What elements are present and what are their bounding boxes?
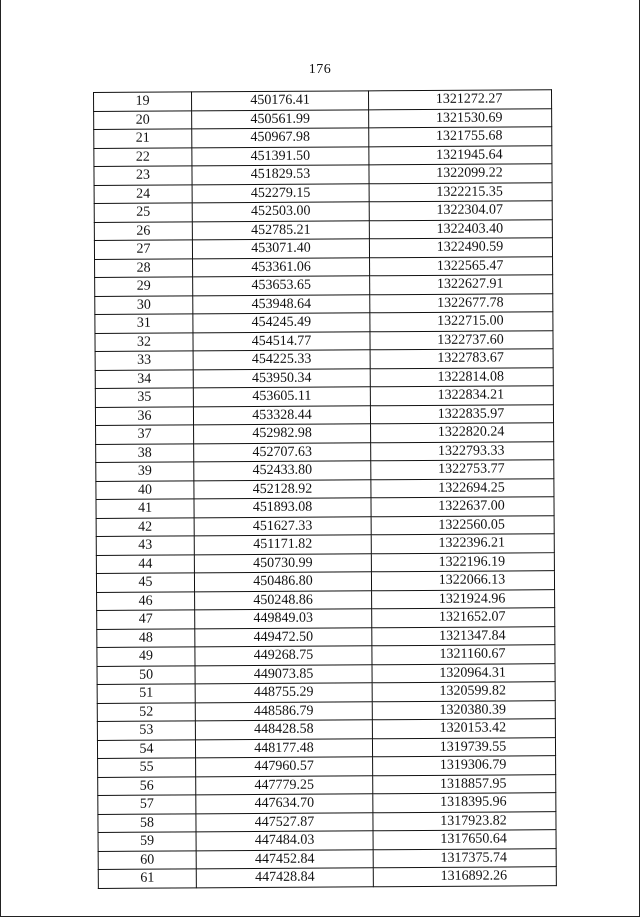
x-coordinate-cell xyxy=(193,368,370,388)
table-row xyxy=(96,460,554,481)
y-coordinate-cell xyxy=(372,608,555,628)
y-coordinate-cell xyxy=(371,552,554,572)
y-coordinate-cell xyxy=(373,830,556,850)
table-row xyxy=(96,571,554,592)
x-coordinate-cell xyxy=(195,683,372,703)
table-row xyxy=(97,608,555,629)
page-number: 176 xyxy=(308,62,332,77)
y-coordinate-value: 1320380.39 xyxy=(439,701,507,718)
x-coordinate-value: 450486.80 xyxy=(253,573,313,590)
x-coordinate-cell xyxy=(195,664,372,684)
x-coordinate-value: 452707.63 xyxy=(252,444,312,460)
x-coordinate-value: 452982.98 xyxy=(252,425,312,442)
y-coordinate-value: 1319306.79 xyxy=(439,757,507,773)
x-coordinate-value: 450176.41 xyxy=(250,92,310,109)
x-coordinate-value: 453948.64 xyxy=(251,296,312,312)
y-coordinate-value: 1322490.59 xyxy=(436,239,504,255)
y-coordinate-cell xyxy=(369,182,552,202)
y-coordinate-cell xyxy=(372,663,555,683)
x-coordinate-cell xyxy=(196,794,373,814)
x-coordinate-cell xyxy=(194,461,371,481)
x-coordinate-cell xyxy=(194,535,371,555)
y-coordinate-value: 1322677.78 xyxy=(436,294,504,311)
x-coordinate-cell xyxy=(194,442,371,462)
point-number-cell: 56 xyxy=(98,776,196,795)
x-coordinate-value: 453653.65 xyxy=(251,277,311,294)
point-number-cell: 31 xyxy=(95,314,193,333)
x-coordinate-value: 453605.11 xyxy=(252,388,312,405)
point-number-cell: 51 xyxy=(97,684,195,703)
y-coordinate-cell xyxy=(371,423,554,443)
x-coordinate-value: 448428.58 xyxy=(254,721,314,738)
x-coordinate-cell xyxy=(194,572,371,592)
y-coordinate-value: 1322814.08 xyxy=(437,368,505,385)
table-row xyxy=(96,423,554,444)
y-coordinate-cell xyxy=(370,367,553,387)
x-coordinate-value: 452503.00 xyxy=(250,203,311,220)
point-number-cell: 21 xyxy=(94,129,192,148)
table-row xyxy=(98,774,556,795)
y-coordinate-cell xyxy=(371,441,554,461)
table-row xyxy=(95,349,553,370)
table-row xyxy=(95,367,553,388)
x-coordinate-value: 454225.33 xyxy=(251,351,312,368)
y-coordinate-cell xyxy=(373,756,556,776)
table-row xyxy=(97,663,555,684)
y-coordinate-cell xyxy=(370,312,553,332)
x-coordinate-value: 453950.34 xyxy=(251,370,312,386)
table-row xyxy=(98,867,556,888)
x-coordinate-value: 447634.70 xyxy=(254,795,315,812)
y-coordinate-value: 1321652.07 xyxy=(438,609,506,625)
y-coordinate-value: 1320153.42 xyxy=(439,720,507,736)
y-coordinate-cell xyxy=(370,256,553,276)
y-coordinate-cell xyxy=(370,275,553,295)
y-coordinate-value: 1321945.64 xyxy=(436,146,503,163)
point-number-cell: 22 xyxy=(94,147,192,166)
y-coordinate-value: 1320964.31 xyxy=(439,664,506,681)
x-coordinate-value: 449849.03 xyxy=(253,610,314,627)
y-coordinate-cell xyxy=(373,774,556,794)
y-coordinate-value: 1322715.00 xyxy=(437,313,504,329)
table-row xyxy=(98,811,556,832)
y-coordinate-cell xyxy=(369,145,552,165)
x-coordinate-value: 451171.82 xyxy=(253,536,313,553)
x-coordinate-value: 454514.77 xyxy=(251,333,312,349)
y-coordinate-value: 1322099.22 xyxy=(436,165,503,181)
y-coordinate-cell xyxy=(368,90,551,110)
y-coordinate-cell xyxy=(373,867,556,887)
y-coordinate-value: 1316892.26 xyxy=(440,868,508,884)
table-row xyxy=(94,127,552,148)
y-coordinate-cell xyxy=(371,478,554,498)
y-coordinate-cell xyxy=(373,793,556,813)
y-coordinate-cell xyxy=(373,848,556,868)
y-coordinate-value: 1321160.67 xyxy=(439,646,506,662)
y-coordinate-value: 1322304.07 xyxy=(436,202,504,218)
table-row xyxy=(97,737,555,758)
point-number-cell: 55 xyxy=(98,758,196,777)
x-coordinate-value: 452128.92 xyxy=(252,481,313,497)
x-coordinate-cell xyxy=(192,91,369,111)
x-coordinate-value: 450248.86 xyxy=(253,592,313,608)
x-coordinate-cell xyxy=(195,701,372,721)
point-number-cell: 27 xyxy=(94,240,192,259)
table-row xyxy=(95,256,553,277)
table-row xyxy=(94,201,552,222)
y-coordinate-cell xyxy=(372,700,555,720)
y-coordinate-value: 1318857.95 xyxy=(439,775,507,792)
point-number-cell: 37 xyxy=(96,425,194,444)
y-coordinate-value: 1317650.64 xyxy=(440,831,507,847)
point-number-cell: 57 xyxy=(98,795,196,814)
y-coordinate-value: 1322835.97 xyxy=(437,405,505,422)
y-coordinate-cell xyxy=(371,497,554,517)
table-row xyxy=(98,830,556,851)
y-coordinate-cell xyxy=(372,626,555,646)
x-coordinate-cell xyxy=(196,757,373,777)
point-number-cell: 52 xyxy=(97,702,195,721)
point-number-cell: 38 xyxy=(96,443,194,462)
x-coordinate-cell xyxy=(192,109,369,129)
y-coordinate-value: 1321755.68 xyxy=(435,128,503,144)
x-coordinate-value: 450561.99 xyxy=(250,111,310,127)
table-row xyxy=(94,164,552,185)
y-coordinate-cell xyxy=(369,108,552,128)
y-coordinate-value: 1322753.77 xyxy=(438,461,505,477)
x-coordinate-cell xyxy=(196,775,373,795)
y-coordinate-value: 1322403.40 xyxy=(436,220,504,237)
x-coordinate-value: 450967.98 xyxy=(250,129,311,146)
y-coordinate-cell xyxy=(372,737,555,757)
table-row xyxy=(96,441,554,462)
table-row xyxy=(94,90,552,111)
table-row xyxy=(94,238,552,259)
x-coordinate-cell xyxy=(194,553,371,573)
point-number-cell: 61 xyxy=(98,869,196,888)
table-row xyxy=(97,700,555,721)
x-coordinate-value: 450730.99 xyxy=(253,555,313,571)
y-coordinate-value: 1318395.96 xyxy=(440,794,507,810)
point-number-cell: 42 xyxy=(96,517,194,536)
x-coordinate-value: 453071.40 xyxy=(251,240,311,257)
table-row xyxy=(95,404,553,425)
point-number-cell: 60 xyxy=(98,850,196,869)
x-coordinate-cell xyxy=(194,424,371,444)
x-coordinate-cell xyxy=(196,812,373,832)
table-row xyxy=(96,534,554,555)
table-row xyxy=(97,626,555,647)
point-number-cell: 53 xyxy=(97,721,195,740)
table-row xyxy=(94,219,552,240)
point-number-cell: 54 xyxy=(97,739,195,758)
y-coordinate-cell xyxy=(372,719,555,739)
y-coordinate-value: 1322793.33 xyxy=(437,442,505,459)
x-coordinate-cell xyxy=(193,313,370,333)
point-number-cell: 29 xyxy=(95,277,193,296)
y-coordinate-value: 1317923.82 xyxy=(440,812,507,829)
point-number-cell: 40 xyxy=(96,480,194,499)
x-coordinate-cell xyxy=(193,405,370,425)
y-coordinate-cell xyxy=(372,645,555,665)
point-number-cell: 33 xyxy=(95,351,193,370)
table-row xyxy=(95,293,553,314)
x-coordinate-cell xyxy=(195,609,372,629)
y-coordinate-cell xyxy=(373,811,556,831)
point-number-cell: 59 xyxy=(98,832,196,851)
table-row xyxy=(95,275,553,296)
table-row xyxy=(97,645,555,666)
y-coordinate-value: 1321347.84 xyxy=(439,627,506,644)
x-coordinate-value: 449472.50 xyxy=(253,629,314,645)
y-coordinate-value: 1321272.27 xyxy=(435,91,503,107)
y-coordinate-value: 1321530.69 xyxy=(435,109,503,126)
x-coordinate-cell xyxy=(194,498,371,518)
y-coordinate-cell xyxy=(369,219,552,239)
x-coordinate-cell xyxy=(193,331,370,351)
point-number-cell: 58 xyxy=(98,813,196,832)
point-number-cell: 20 xyxy=(94,110,192,129)
y-coordinate-value: 1322783.67 xyxy=(437,350,504,366)
coordinates-table xyxy=(93,89,557,888)
point-number-cell: 25 xyxy=(94,203,192,222)
coordinates-table-body xyxy=(94,90,557,888)
x-coordinate-cell xyxy=(192,146,369,166)
y-coordinate-cell xyxy=(370,404,553,424)
y-coordinate-value: 1319739.55 xyxy=(439,738,507,755)
x-coordinate-cell xyxy=(193,350,370,370)
y-coordinate-cell xyxy=(371,534,554,554)
y-coordinate-cell xyxy=(370,386,553,406)
y-coordinate-value: 1322737.60 xyxy=(437,331,504,348)
x-coordinate-value: 448755.29 xyxy=(253,684,314,701)
x-coordinate-cell xyxy=(196,849,373,869)
table-row xyxy=(96,515,554,536)
y-coordinate-value: 1322820.24 xyxy=(437,424,505,440)
y-coordinate-cell xyxy=(369,164,552,184)
x-coordinate-value: 452785.21 xyxy=(251,222,311,238)
point-number-cell: 32 xyxy=(95,332,193,351)
x-coordinate-cell xyxy=(196,868,373,888)
y-coordinate-cell xyxy=(370,330,553,350)
x-coordinate-value: 447779.25 xyxy=(254,777,315,793)
table-row xyxy=(98,848,556,869)
x-coordinate-cell xyxy=(195,646,372,666)
point-number-cell: 28 xyxy=(95,258,193,277)
x-coordinate-cell xyxy=(192,183,369,203)
point-number-cell: 35 xyxy=(95,388,193,407)
x-coordinate-value: 447428.84 xyxy=(255,869,315,886)
point-number-cell: 48 xyxy=(97,628,195,647)
y-coordinate-value: 1320599.82 xyxy=(439,683,506,699)
y-coordinate-cell xyxy=(369,201,552,221)
table-row xyxy=(94,182,552,203)
table-row xyxy=(98,756,556,777)
y-coordinate-cell xyxy=(372,589,555,609)
x-coordinate-cell xyxy=(192,202,369,222)
x-coordinate-cell xyxy=(192,220,369,240)
point-number-cell: 44 xyxy=(96,554,194,573)
x-coordinate-cell xyxy=(192,128,369,148)
y-coordinate-cell xyxy=(370,349,553,369)
y-coordinate-cell xyxy=(371,571,554,591)
point-number-cell: 46 xyxy=(97,591,195,610)
x-coordinate-cell xyxy=(195,627,372,647)
x-coordinate-cell xyxy=(193,257,370,277)
y-coordinate-value: 1321924.96 xyxy=(438,590,506,607)
point-number-cell: 24 xyxy=(94,184,192,203)
point-number-cell: 41 xyxy=(96,499,194,518)
x-coordinate-cell xyxy=(194,516,371,536)
x-coordinate-cell xyxy=(193,387,370,407)
x-coordinate-cell xyxy=(192,165,369,185)
x-coordinate-value: 451893.08 xyxy=(252,499,313,516)
x-coordinate-value: 447527.87 xyxy=(254,814,315,830)
y-coordinate-value: 1322560.05 xyxy=(438,516,505,533)
table-row xyxy=(98,793,556,814)
y-coordinate-cell xyxy=(369,238,552,258)
x-coordinate-value: 451627.33 xyxy=(252,518,313,534)
x-coordinate-cell xyxy=(193,294,370,314)
y-coordinate-cell xyxy=(371,460,554,480)
x-coordinate-value: 451829.53 xyxy=(250,166,311,183)
table-row xyxy=(94,108,552,129)
y-coordinate-cell xyxy=(370,293,553,313)
x-coordinate-value: 449073.85 xyxy=(253,666,314,682)
point-number-cell: 23 xyxy=(94,166,192,185)
point-number-cell: 34 xyxy=(95,369,193,388)
x-coordinate-value: 449268.75 xyxy=(253,647,314,664)
table-row xyxy=(97,682,555,703)
point-number-cell: 45 xyxy=(96,573,194,592)
table-row xyxy=(95,330,553,351)
y-coordinate-value: 1317375.74 xyxy=(440,849,507,866)
table-row xyxy=(96,478,554,499)
x-coordinate-value: 453328.44 xyxy=(252,407,312,423)
y-coordinate-cell xyxy=(372,682,555,702)
table-row xyxy=(96,552,554,573)
x-coordinate-value: 447452.84 xyxy=(254,851,315,867)
table-row xyxy=(97,719,555,740)
x-coordinate-value: 448586.79 xyxy=(253,703,314,719)
table-row xyxy=(95,312,553,333)
point-number-cell: 39 xyxy=(96,462,194,481)
x-coordinate-value: 452433.80 xyxy=(252,462,313,479)
x-coordinate-cell xyxy=(195,738,372,758)
y-coordinate-value: 1322834.21 xyxy=(437,387,505,403)
y-coordinate-value: 1322637.00 xyxy=(438,498,505,514)
point-number-cell: 43 xyxy=(96,536,194,555)
x-coordinate-value: 448177.48 xyxy=(254,740,314,756)
x-coordinate-cell xyxy=(195,720,372,740)
y-coordinate-value: 1322215.35 xyxy=(436,183,503,200)
y-coordinate-value: 1322565.47 xyxy=(436,257,504,274)
y-coordinate-cell xyxy=(371,515,554,535)
table-row xyxy=(95,386,553,407)
y-coordinate-value: 1322627.91 xyxy=(436,276,504,292)
point-number-cell: 47 xyxy=(97,610,195,629)
x-coordinate-cell xyxy=(194,479,371,499)
table-row xyxy=(97,589,555,610)
point-number-cell: 49 xyxy=(97,647,195,666)
table-row xyxy=(96,497,554,518)
point-number-cell: 26 xyxy=(94,221,192,240)
point-number-cell: 50 xyxy=(97,665,195,684)
x-coordinate-cell xyxy=(195,590,372,610)
x-coordinate-cell xyxy=(192,239,369,259)
x-coordinate-cell xyxy=(196,831,373,851)
y-coordinate-cell xyxy=(369,127,552,147)
x-coordinate-value: 447484.03 xyxy=(254,832,315,849)
x-coordinate-value: 447960.57 xyxy=(254,758,314,775)
x-coordinate-value: 454245.49 xyxy=(251,314,312,331)
x-coordinate-cell xyxy=(193,276,370,296)
y-coordinate-value: 1322066.13 xyxy=(438,572,506,588)
x-coordinate-value: 452279.15 xyxy=(250,185,311,201)
x-coordinate-value: 451391.50 xyxy=(250,148,311,164)
table-row xyxy=(94,145,552,166)
y-coordinate-value: 1322396.21 xyxy=(438,535,506,551)
point-number-cell: 19 xyxy=(94,92,192,111)
y-coordinate-value: 1322694.25 xyxy=(438,479,505,496)
point-number-cell: 36 xyxy=(95,406,193,425)
point-number-cell: 30 xyxy=(95,295,193,314)
x-coordinate-value: 453361.06 xyxy=(251,259,311,275)
y-coordinate-value: 1322196.19 xyxy=(438,553,506,570)
